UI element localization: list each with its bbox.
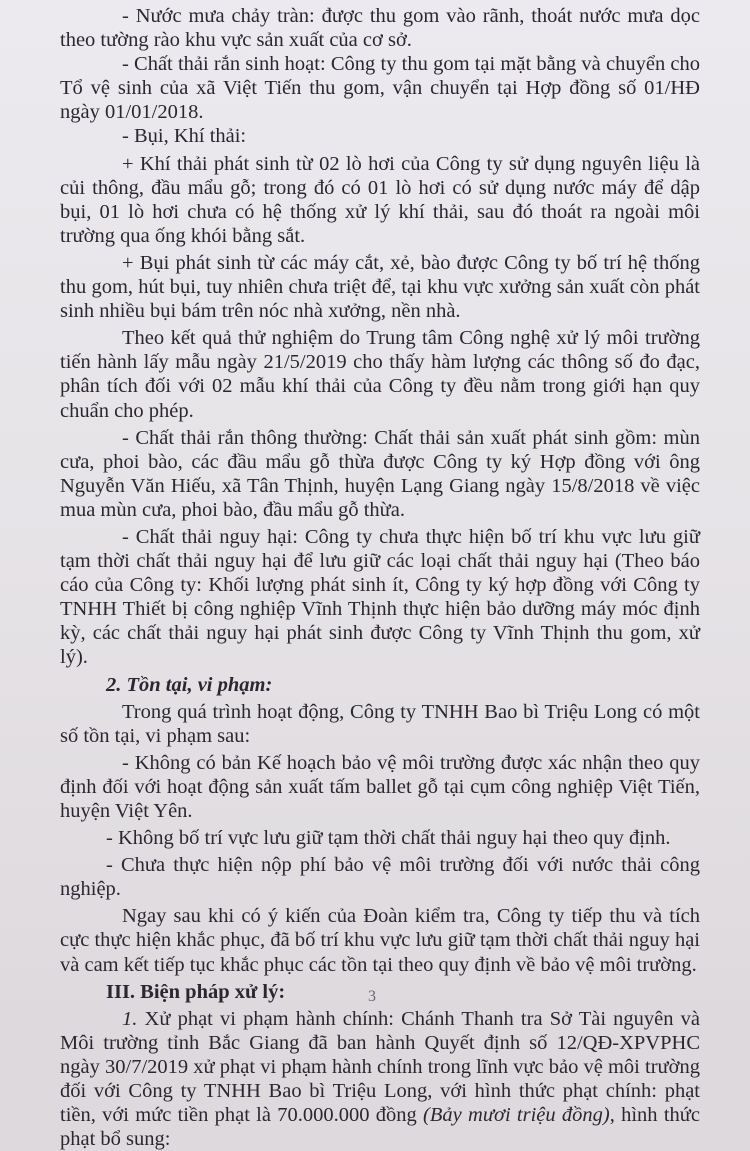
paragraph-hazardous-waste: - Chất thải nguy hại: Công ty chưa thực hiện bố trí khu vực lưu giữ tạm thời chất thải nguy hại để lưu giữ các loại chất thải nguy hại (Theo báo cáo của Công ty: Khối lượng phát sinh ít, Công ty ký hợp đồng với Công ty TNHH Thiết bị công nghiệp Vĩnh Thịnh thực hiện bảo dưỡng máy móc định kỳ, các chất thải nguy hại phát sinh được Công ty Vĩnh Thịnh thu gom, xử lý). [60,525,700,669]
paragraph-violation-fee: - Chưa thực hiện nộp phí bảo vệ môi trường đối với nước thải công nghiệp. [60,854,700,901]
paragraph-administrative-penalty [60,1007,700,1151]
paragraph-domestic-solid-waste: - Chất thải rắn sinh hoạt: Công ty thu gom tại mặt bằng và chuyển cho Tổ vệ sinh của xã Việt Tiến thu gom, vận chuyển tại Hợp đồng số 01/HĐ ngày 01/01/2018. [60,53,700,124]
paragraph-ordinary-solid-waste: - Chất thải rắn thông thường: Chất thải sản xuất phát sinh gồm: mùn cưa, phoi bào, các đầu mẩu gỗ thừa được Công ty ký Hợp đồng với ông Nguyễn Văn Hiếu, xã Tân Thịnh, huyện Lạng Giang ngày 15/8/2018 về việc mua mùn cưa, phoi bào, đầu mẩu gỗ thừa. [60,426,700,521]
paragraph-boiler-emissions: + Khí thải phát sinh từ 02 lò hơi của Công ty sử dụng nguyên liệu là củi thông, đầu mẩu gỗ; trong đó có 01 lò hơi có sử dụng nước máy để dập bụi, 01 lò hơi chưa có hệ thống xử lý khí thải, sau đó thoát ra ngoài môi trường qua ống khói bằng sắt. [60,152,700,247]
document-body [60,4,700,1151]
section-heading-violations: 2. Tồn tại, vi phạm: [106,673,273,696]
paragraph-violation-plan: - Không có bản Kế hoạch bảo vệ môi trường được xác nhận theo quy định đối với hoạt động sản xuất tấm ballet gỗ tại cụm công nghiệp Việt Tiến, huyện Việt Yên. [60,751,700,822]
paragraph-dust-emissions-heading: - Bụi, Khí thải: [122,125,247,148]
paragraph-violation-storage: - Không bố trí vực lưu giữ tạm thời chất thải nguy hại theo quy định. [106,827,671,850]
penalty-text-b: , hình thức phạt bổ sung: [60,1104,700,1151]
paragraph-machine-dust: + Bụi phát sinh từ các máy cắt, xẻ, bào được Công ty bố trí hệ thống thu gom, hút bụi, tuy nhiên chưa triệt để, tại khu vực xưởng sản xuất còn phát sinh nhiều bụi bám trên nóc nhà xưởng, nền nhà. [60,251,700,323]
penalty-amount-in-words: (Bảy mươi triệu đồng) [423,1104,610,1127]
paragraph-rainwater: - Nước mưa chảy tràn: được thu gom vào rãnh, thoát nước mưa dọc theo tường rào khu vực sản xuất của cơ sở. [60,5,700,52]
paragraph-test-results: Theo kết quả thử nghiệm do Trung tâm Công nghệ xử lý môi trường tiến hành lấy mẫu ngày 21/5/2019 cho thấy hàm lượng các thông số đo đạc, phân tích đối với 02 mẫu khí thải của Công ty đều nằm trong giới hạn quy chuẩn cho phép. [60,327,700,422]
penalty-text-a: Xử phạt vi phạm hành chính: Chánh Thanh tra Sở Tài nguyên và Môi trường tỉnh Bắc Giang đã ban hành Quyết định số 12/QĐ-XPVPHC ngày 30/7/2019 xử phạt vi phạm hành chính trong lĩnh vực bảo vệ môi trường đối với Công ty TNHH Bao bì Triệu Long, với hình thức phạt chính: phạt tiền, với mức tiền phạt là 70.000.000 đồng [60,1007,700,1127]
paragraph-violations-intro: Trong quá trình hoạt động, Công ty TNHH Bao bì Triệu Long có một số tồn tại, vi phạm sau: [60,700,700,747]
page-number: 3 [368,988,376,1005]
paragraph-remediation: Ngay sau khi có ý kiến của Đoàn kiểm tra, Công ty tiếp thu và tích cực thực hiện khắc phục, đã bố trí khu vực lưu giữ tạm thời chất thải nguy hại và cam kết tiếp tục khắc phục các tồn tại theo quy định về bảo vệ môi trường. [60,905,700,976]
item-number: 1. [122,1007,138,1030]
section-heading-measures: III. Biện pháp xử lý: [106,980,286,1003]
